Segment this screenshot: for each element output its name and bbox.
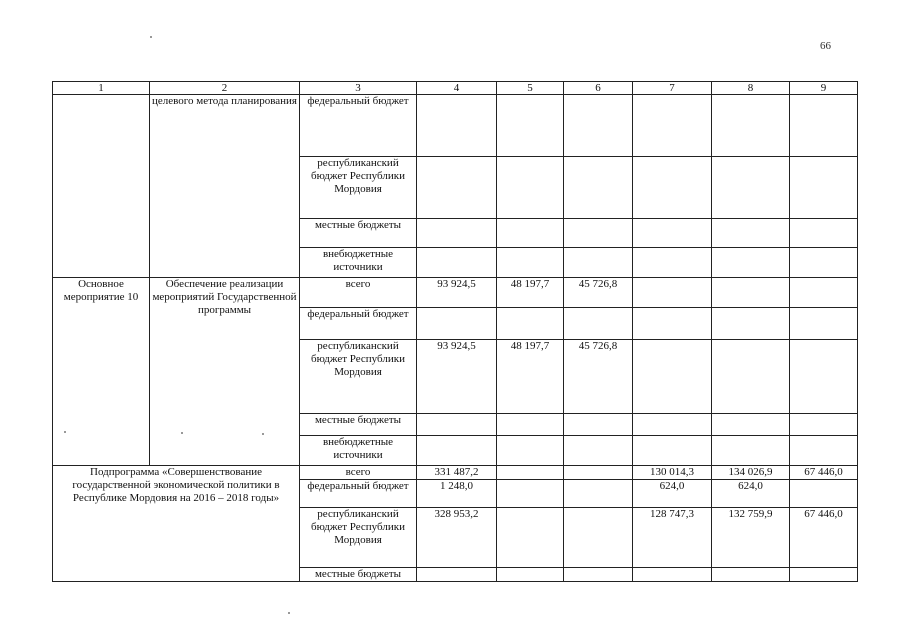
header-cell: 7	[633, 82, 712, 95]
amount-cell	[417, 414, 497, 436]
amount-cell: 48 197,7	[497, 278, 564, 308]
header-row	[53, 82, 858, 95]
amount-cell	[633, 568, 712, 582]
scan-speck	[262, 433, 264, 435]
amount-cell	[790, 278, 858, 308]
funding-source: республиканский бюджет Республики Мордовия	[300, 508, 417, 568]
table-row	[53, 95, 858, 157]
amount-cell	[790, 414, 858, 436]
amount-cell: 1 248,0	[417, 480, 497, 508]
amount-cell	[497, 568, 564, 582]
funding-source: федеральный бюджет	[300, 308, 417, 340]
funding-source: внебюджетные источники	[300, 436, 417, 466]
amount-cell: 48 197,7	[497, 340, 564, 414]
amount-cell: 67 446,0	[790, 466, 858, 480]
header-cell: 3	[300, 82, 417, 95]
amount-cell	[497, 436, 564, 466]
amount-cell	[790, 308, 858, 340]
activity-description: целевого метода планирования	[150, 95, 300, 278]
amount-cell	[497, 466, 564, 480]
amount-cell: 134 026,9	[712, 466, 790, 480]
amount-cell	[712, 568, 790, 582]
activity-name: Основное мероприятие 10	[53, 278, 150, 466]
amount-cell: 328 953,2	[417, 508, 497, 568]
amount-cell	[497, 480, 564, 508]
funding-source: местные бюджеты	[300, 414, 417, 436]
activity-description: Обеспечение реализации мероприятий Государственной программы	[150, 278, 300, 466]
funding-source: федеральный бюджет	[300, 95, 417, 157]
funding-source: местные бюджеты	[300, 568, 417, 582]
amount-cell: 624,0	[712, 480, 790, 508]
scan-speck	[181, 432, 183, 434]
amount-cell	[564, 466, 633, 480]
funding-source: внебюджетные источники	[300, 248, 417, 278]
amount-cell	[712, 308, 790, 340]
page-number: 66	[820, 40, 831, 52]
amount-cell: 45 726,8	[564, 278, 633, 308]
budget-table	[52, 81, 858, 582]
table-row	[53, 466, 858, 480]
amount-cell	[712, 278, 790, 308]
amount-cell: 132 759,9	[712, 508, 790, 568]
amount-cell	[633, 414, 712, 436]
amount-cell	[633, 340, 712, 414]
amount-cell	[633, 278, 712, 308]
amount-cell	[633, 436, 712, 466]
funding-source: всего	[300, 278, 417, 308]
amount-cell	[417, 568, 497, 582]
amount-cell	[633, 308, 712, 340]
header-cell: 4	[417, 82, 497, 95]
subprogram-name: Подпрограмма «Совершенствование государственной экономической политики в Республике Мордовия на 2016 – 2018 годы»	[53, 466, 300, 582]
funding-source: местные бюджеты	[300, 219, 417, 248]
header-cell: 8	[712, 82, 790, 95]
amount-cell	[564, 480, 633, 508]
activity-cell-empty	[53, 95, 150, 278]
amount-cell	[790, 568, 858, 582]
amount-cell	[712, 414, 790, 436]
funding-source: республиканский бюджет Республики Мордовия	[300, 340, 417, 414]
amount-cell: 130 014,3	[633, 466, 712, 480]
scan-speck	[150, 36, 152, 38]
amount-cell: 67 446,0	[790, 508, 858, 568]
amount-cell	[564, 568, 633, 582]
header-cell: 6	[564, 82, 633, 95]
amount-cell	[564, 508, 633, 568]
header-cell: 9	[790, 82, 858, 95]
header-cell: 1	[53, 82, 150, 95]
amount-cell: 93 924,5	[417, 340, 497, 414]
scan-speck	[64, 431, 66, 433]
amount-cell	[790, 340, 858, 414]
funding-source: республиканский бюджет Республики Мордовия	[300, 157, 417, 219]
header-cell: 2	[150, 82, 300, 95]
funding-source: всего	[300, 466, 417, 480]
amount-cell	[564, 436, 633, 466]
amount-cell	[564, 308, 633, 340]
table-row	[53, 278, 858, 308]
amount-cell: 93 924,5	[417, 278, 497, 308]
amount-cell: 128 747,3	[633, 508, 712, 568]
header-cell: 5	[497, 82, 564, 95]
amount-cell	[790, 436, 858, 466]
amount-cell: 45 726,8	[564, 340, 633, 414]
amount-cell	[712, 436, 790, 466]
funding-source: федеральный бюджет	[300, 480, 417, 508]
amount-cell	[564, 414, 633, 436]
amount-cell	[417, 436, 497, 466]
amount-cell	[497, 414, 564, 436]
amount-cell: 624,0	[633, 480, 712, 508]
amount-cell: 331 487,2	[417, 466, 497, 480]
amount-cell	[417, 308, 497, 340]
amount-cell	[497, 508, 564, 568]
amount-cell	[497, 308, 564, 340]
scan-speck	[288, 612, 290, 614]
amount-cell	[790, 480, 858, 508]
amount-cell	[712, 340, 790, 414]
